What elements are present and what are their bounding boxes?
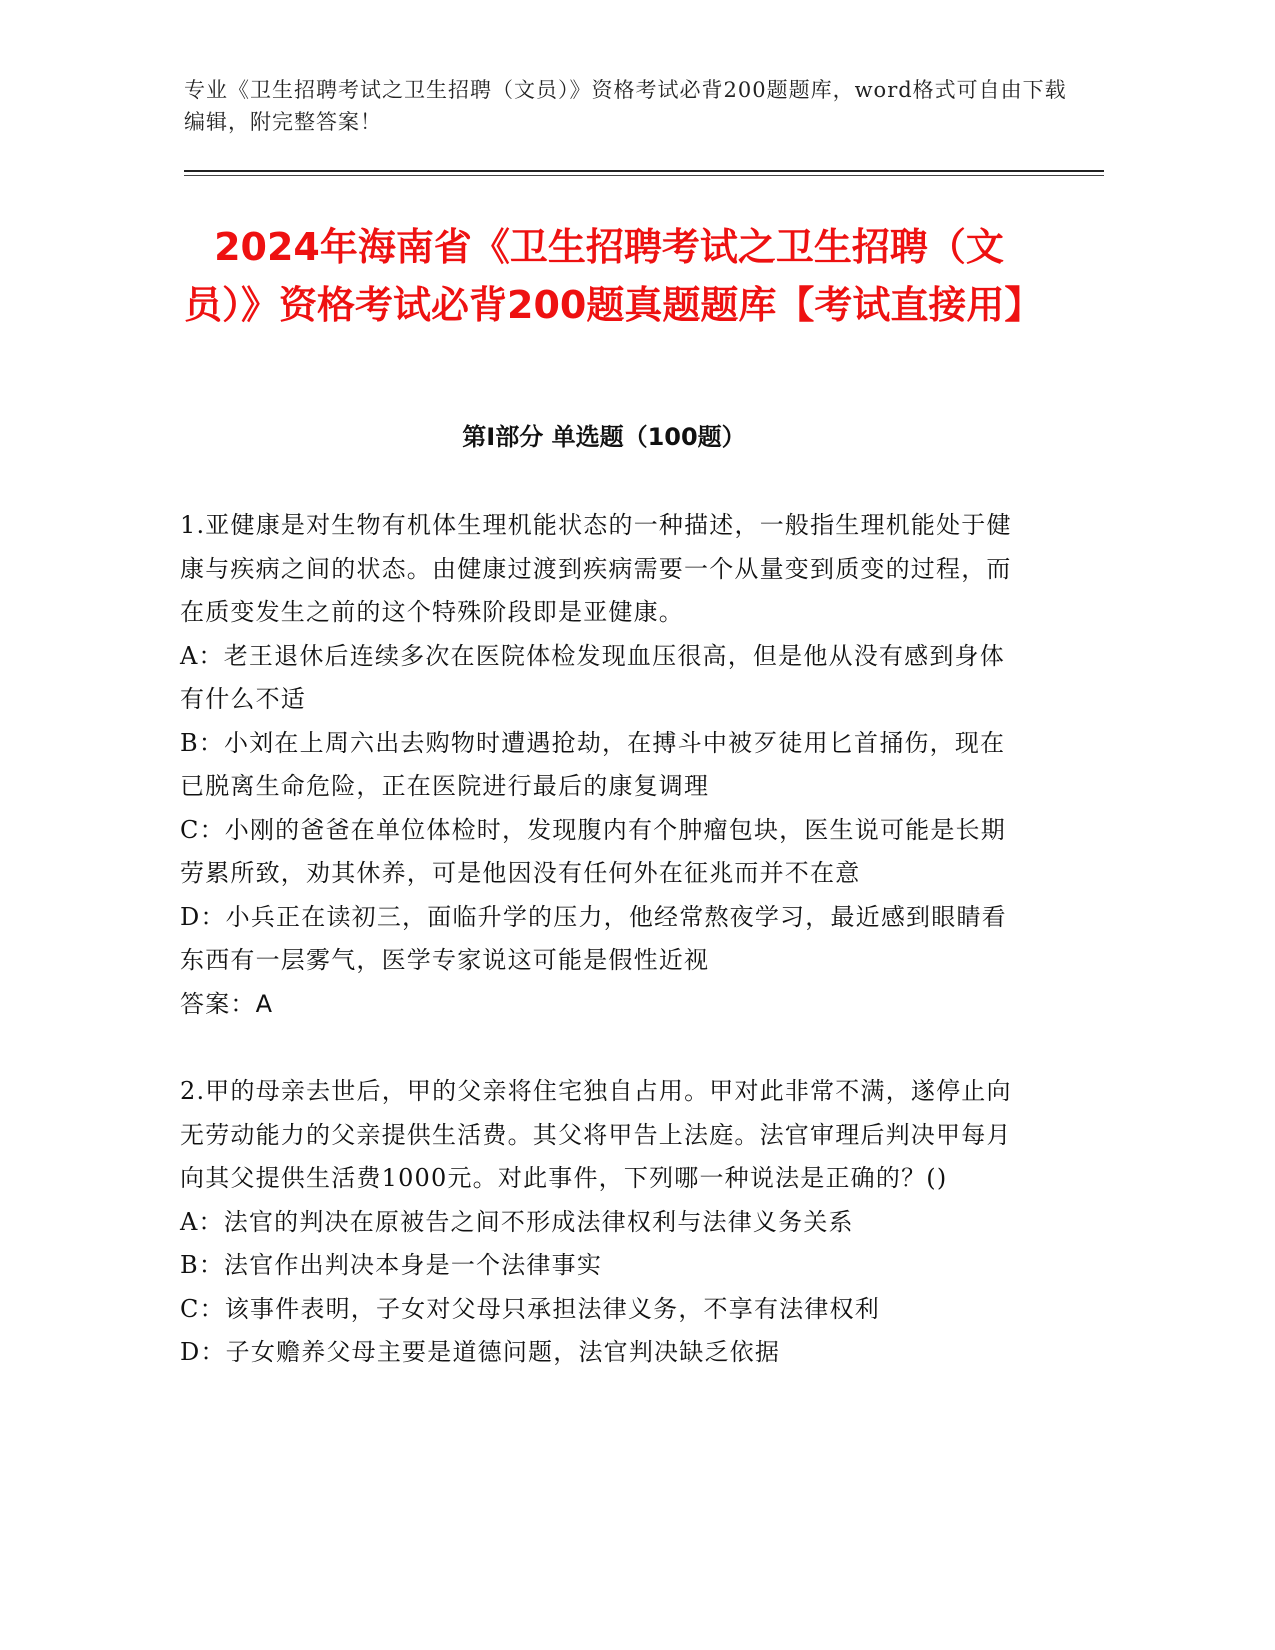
option-b: B：小刘在上周六出去购物时遭遇抢劫，在搏斗中被歹徒用匕首捅伤，现在已脱离生命危险，正在医院进行最后的康复调理 bbox=[180, 728, 1006, 800]
question-1 bbox=[180, 504, 1030, 1026]
question-2 bbox=[180, 1070, 1030, 1375]
header-note: 专业《卫生招聘考试之卫生招聘（文员）》资格考试必背200题题库，word格式可自由下载编辑，附完整答案！ bbox=[184, 78, 1067, 134]
section-title: 第I部分 单选题（100题） bbox=[462, 423, 746, 451]
option-c: C：小刚的爸爸在单位体检时，发现腹内有个肿瘤包块，医生说可能是长期劳累所致，劝其休养，可是他因没有任何外在征兆而并不在意 bbox=[180, 815, 1006, 887]
option-a: A：老王退休后连续多次在医院体检发现血压很高，但是他从没有感到身体有什么不适 bbox=[180, 641, 1005, 713]
answer-text: 答案：A bbox=[180, 989, 274, 1018]
question-list bbox=[180, 504, 1030, 1375]
option-a: A：法官的判决在原被告之间不形成法律权利与法律义务关系 bbox=[180, 1207, 854, 1236]
header-divider-thin bbox=[184, 175, 1104, 176]
option-d: D：小兵正在读初三，面临升学的压力，他经常熬夜学习，最近感到眼睛看东西有一层雾气，医学专家说这可能是假性近视 bbox=[180, 902, 1007, 974]
question-stem: 2.甲的母亲去世后，甲的父亲将住宅独自占用。甲对此非常不满，遂停止向无劳动能力的父亲提供生活费。其父将甲告上法庭。法官审理后判决甲每月向其父提供生活费1000元。对此事件，下列哪一种说法是正确的？() bbox=[180, 1077, 1012, 1192]
option-d: D：子女赡养父母主要是道德问题，法官判决缺乏依据 bbox=[180, 1338, 781, 1366]
option-c: C：该事件表明，子女对父母只承担法律义务，不享有法律权利 bbox=[180, 1294, 880, 1323]
question-stem: 1.亚健康是对生物有机体生理机能状态的一种描述，一般指生理机能处于健康与疾病之间的状态。由健康过渡到疾病需要一个从量变到质变的过程，而在质变发生之前的这个特殊阶段即是亚健康。 bbox=[180, 511, 1012, 626]
header-divider-thick bbox=[184, 170, 1104, 172]
document-title: 2024年海南省《卫生招聘考试之卫生招聘（文员）》资格考试必背200题真题题库【考试直接用】 bbox=[184, 225, 1043, 327]
option-b: B：法官作出判决本身是一个法律事实 bbox=[180, 1251, 603, 1279]
